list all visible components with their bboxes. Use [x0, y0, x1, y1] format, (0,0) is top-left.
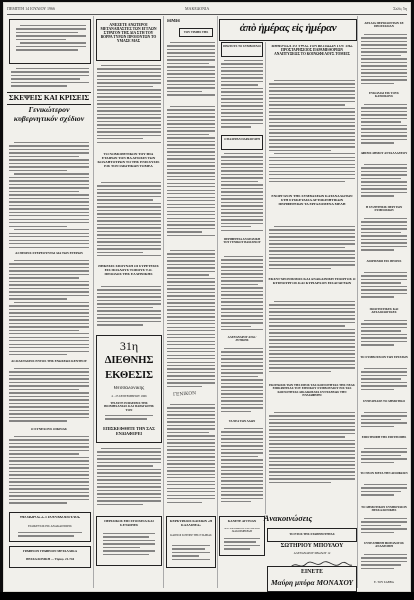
inner-box-head: ΠΡΩΤΟΥΣ ΤΟ ΣΥΜΒΟΥΛΙΟ [223, 45, 261, 48]
fair-small-text [105, 415, 153, 423]
center-advert [166, 516, 216, 568]
article-body [221, 60, 263, 132]
main-article-title: Γενικώτερον κυβερνητικόν σχέδιον [13, 106, 85, 123]
column-rule [217, 16, 218, 588]
dateline: ΗΜΗ [167, 19, 180, 24]
article-body [97, 448, 161, 512]
fair-number: 31η [119, 340, 139, 353]
inner-advert-title: ΚΑΝΕΤΕ ΑΓΓΕΙΑΝ [227, 520, 257, 523]
shop-advert-title: ΠΕΡΙΔΙΚΟΣ ΕΠΙ ΣΤΟΙΧΕΙΑ ΚΑΙ Σ.ΕΤΑΙΡΙΕΣ [104, 520, 154, 527]
top-headline-box [96, 19, 161, 61]
fair-advert [96, 335, 162, 443]
advert-text [18, 532, 82, 540]
beer-advert [267, 566, 357, 592]
right-footer: Ε. ΤΟΥ ΣΑΒΒΑ [374, 581, 394, 584]
right-item-head: ΠΟΛΙΤΙΣΤΙΚΕΣ ΚΑΙ ΑΡΧΑΙΟΛΟΓΙΚΕΣ [369, 308, 399, 315]
article-body [269, 301, 355, 381]
fair-city: Θεσσαλονίκης [113, 386, 145, 391]
advert-subtitle: ΕΙΔΙΚΕΥΣΙΣ ΕΙΣ ΑΝΑΚΑΙΝΙΣΕΙΣ [28, 525, 72, 528]
fair-dates: 4 - 25 ΣΕΠΤΕΜΒΡΙΟΥ 1966 [111, 395, 147, 398]
newspaper-page [3, 2, 411, 592]
right-item-head: ΕΠΙΣΤΡΟΦΗ ΤΗΣ ΕΠΙΤΡΟΠΗΣ [361, 436, 407, 439]
article-body [221, 428, 263, 512]
running-head-date: ΠΕΜΠΤΗ 14 ΙΟΥΛΙΟΥ 1966 [7, 6, 56, 11]
article-body [361, 484, 407, 504]
article-body [97, 65, 161, 149]
article-body [221, 348, 263, 418]
right-item-head: ΤΟ ΝΕΟΝ ΜΕΤΑ ΤΗΝ ΑΠΟΦΑΣΙΝ [360, 472, 408, 475]
right-item-head: Η ΣΥΖΗΤΗΣΙΣ ΠΕΡΙ ΤΩΝ ΣΥΜΠΟΣΙΩΝ [365, 206, 403, 213]
article-body [361, 518, 407, 540]
article-body [269, 226, 355, 276]
feature-banner-box [219, 19, 357, 41]
right-item-head: ΑΦΙΞΙΣ ΔΗΜΟΥ ΑΝΤΑΛΛΑΞΕΟΥ [360, 152, 408, 155]
right-item-head: ΤΟ ΣΥΜΒΟΥΛΙΟΝ ΤΩΝ ΕΡΓΑΤΩΝ [360, 356, 408, 359]
right-item-head: ΑΡΧΑΙΑ ΠΕΡΙΟΔΟΝΤΩΝ ΣΕ ΠΡΟΣΤΑΣΙΑΝ [364, 22, 404, 29]
headline: ΘΗΚΕΣΙΣ ΣΠΟΥΝΔΗ ΟΙ ΣΥΡΕΤΕΣΙΣ ΕΙΣ ΠΟΛΛΟΥΣ ΤΟΠΟΥΣ Τ.Ο. ΠΡΟΟΔΟΣ ΤΗΣ ΕΛΛΗΝΙΚΗΣ [98, 265, 159, 276]
right-item-head: ΣΥΝΕΔΡΙΑΣΕ ΤΟ ΔΗΜΟΤΙΚΟ [363, 400, 405, 403]
article-body [361, 554, 407, 578]
advert-small: ΓΡΑΦΕΙΟΝ ΓΡΑΦΕΙΟΝ ΜΕΤΑΛΛΙΚΑ [22, 550, 78, 553]
column-rule [265, 42, 266, 514]
article-body [221, 256, 263, 334]
running-head-title: ΜΑΚΕΔΟΝΙΑ [185, 6, 210, 11]
article-body [361, 218, 407, 258]
advert-name: ΘΕΟΔΩΡΟΣ Σ. ΓΙΑΝΝΑΚΟΠΟΥΛΟΣ [19, 516, 80, 519]
left-top-box [9, 19, 91, 64]
head-rule [7, 14, 407, 15]
center-advert-sub: ΚΑΠΝΟΙ ΣΟΥΠΕΡ ΤΗΣ ΕΤΑΙΡΙΑΣ [170, 534, 212, 537]
left-top-box-text [16, 25, 86, 61]
article-body [361, 448, 407, 470]
beer-advert-title: ΕΙΝΕΤΕ [301, 569, 323, 575]
notices-box [267, 528, 357, 542]
article-body [361, 164, 407, 204]
advert-sub: ΑΛΕΞΑΝΔΡΟΥ ΣΒΩΛΟΥ 12 [293, 552, 331, 555]
inner-head: ΠΕΡΙΦΕΡΕΙΑ ΑΝΑΤΟΛΙΚΗ ΤΟΥ ΓΕΝΙΚΟΥ ΒΑΣΙΛΕΙΟΥ [223, 238, 261, 245]
right-item-head: ΕΥΚΟΛΙΑΙ ΕΙΣ ΤΟΥΣ ΚΑΤΟΙΚΟΥΣ [368, 92, 400, 99]
article-body [361, 368, 407, 398]
article-body [361, 412, 407, 434]
right-item-head: ΤΟ ΔΗΜΟΤΙΚΟΝ ΣΥΜΒΟΥΛΙΟΝ ΘΕΣΣΑΛΟΝΙΚΗΣ [361, 506, 407, 513]
advert-box-2 [9, 546, 91, 568]
column-rule [93, 16, 94, 588]
sub-headline: Ο ΣΥΝΕΧΟΥΣ ΟΙΚΕΙΑΣ [31, 428, 67, 431]
sub-headline: ΑΙ ΔΙΑΣΤΑΣΕΙΣ ΕΝΤΟΣ ΤΗΣ ΕΝΩΣΕΩΣ ΚΕΝΤΡΟΥ [11, 360, 87, 363]
right-item-head: ΣΥΝΕΛΗΦΘΗ ΦΟΡΟΛΟΓΟΣ ΑΝΑΔΡΟΜΗ [364, 542, 404, 549]
column-rule [357, 16, 358, 588]
inner-head: ΤΑ ΝΕΑ ΤΩΝ ΛΑΩΝ [228, 420, 256, 423]
feature-banner: ἀπὸ ἡμέρας εἰς ἡμέραν [239, 22, 337, 34]
running-head-page: Σελίς 5η [393, 6, 407, 11]
article-body [9, 368, 89, 426]
column-rule [163, 16, 164, 588]
main-article-body [9, 142, 89, 250]
inner-head: ΑΛΕΞΑΝΔΡΟΥ ΑΝΩ / ΔΥΤΙΚΗΣ [227, 336, 257, 343]
headline: ΤΟ ΝΟΜΟΘΕΤΙΚΟΝ ΤΟΥ ΦΙΑ ΕΤΑΙΡΩΝ ΤΟΝ ΗΑ ΑΥΣΙΣΙΝ ΤΩΝ ΚΟΛΛΗΤΟΤΡΩΝ ΤΟ ΤΗΣ ΕΝΙΣΧΥΣΙΣ ΕΙΣ ΤΟΝ ΙΔΙΩΤΙΚΩΝ ΤΟΜΕΑ [97, 153, 160, 168]
article-body [361, 272, 407, 306]
feature-headline-4: ΕΚΠΤΩΣΙΣ ΤΩΝ ΤΗΣ ΠΡΟΣ ΤΑΣ ΚΟΙΝΟΤΗΤΑΣ ΤΗΣ ΝΕΑΣ ΕΠΙΚΡΑΤΕΙΑΣ ΤΟΥ ΕΘΝΙΚΟΥ ΣΥΜΒΟΥΛΙΟΥ ΕΙΣ ΤΑΣ ΚΟΙΝΟΤΗΤΑΣ ΔΙΚΑΙΩΜΑΤΑ ΣΥΝΤΑΞΕΩΣ ΤΗΝ ΕΝΔΙΑΦΕΡΕΙ [269, 384, 355, 398]
center-advert-title: ΚΕΡΚΥΡΑΙΟΣ ΚΑΙΣΙΩΝ «Η ΚΑΛΛΙΘΕΑ» [169, 520, 213, 527]
fair-line-2: ΕΚΘΕΣΙΣ [105, 370, 153, 381]
article-body [361, 320, 407, 354]
advert-name: ΣΩΤΗΡΙΟΥ ΜΠΟΥΛΟΥ [280, 543, 344, 549]
article-body [361, 104, 407, 150]
article-body [97, 286, 161, 330]
column-heading: ΣΚΕΨΕΙΣ ΚΑΙ ΚΡΙΣΕΙΣ [7, 92, 91, 105]
inner-box [221, 135, 263, 150]
inner-advert-sub: ΑΝΤΙΠΡΟΣΩΠΟΣ ΣΧΕΔΙΑ ΚΑΙ ΔΙΑΚΟΣΜΗΣΕΩΝ [224, 528, 260, 533]
shop-advert-text [103, 533, 155, 563]
article-body [167, 42, 215, 102]
article-body [167, 106, 215, 246]
fair-bottom: ΕΠΙΣΚΕΦΘΗΤΕ ΤΗΝ ΣΑΣ ΕΝΔΙΑΦΕΡΕΙ [103, 427, 155, 436]
scan-border [0, 592, 414, 600]
dateline-box-text: ΤΟΥ ΤΙΜΗΣ ΤΗΣ [183, 31, 209, 34]
fair-text: ΤΗ ΑΥΓΕ ΕΠΙΔΕΙΞΙΣ ΤΗΣ ΒΙΟΜΗΧΑΝΙΑΣ ΚΑΙ ΠΑΡΑΓΩΓΗΣ ΤΟΝ [104, 402, 154, 412]
inner-box [221, 42, 263, 57]
inner-box-head: Ο ΒΑΛΕΡΑΝ ΠΑΡΑΛΙΓΑΤΗ [224, 138, 260, 141]
article-body [221, 153, 263, 235]
article-body [97, 182, 161, 262]
advert-box [9, 512, 91, 542]
notices-box-text: ΤΟ ΕΤΟΣ ΤΗΣ ΣΤΑΘΕΡΟΤΗΤΑΣ [289, 533, 335, 536]
inner-advert-text [224, 538, 260, 554]
top-headline: ΑΝΕΞΕΤΕ ΑΝΩΤΕΡΟΙ ΜΕΤΑΝΑΠΑΣΤΕΣ ΤΩΝ ΕΓΓΛΩΝ ΣΤΡΑΤΟΝ ΤΗΣ ΔΙΑ ΣΤΗ ΤΟΥ ΒΟΡΡΑ ΤΥΡΩΝ ΠΡΟΙΟΝΤΩΝ ΤΟ ΥΜΑΣΕ ΜΑΣ [100, 23, 157, 44]
beer-advert-name: Μαύρη μπύρα ΜΟΝΑΧΟΥ [270, 579, 354, 587]
center-advert-text [172, 545, 210, 565]
right-item-head: ΔΙΟΡΙΣΜΟΙ ΕΙΣ ΘΕΣΕΙΣ [366, 260, 402, 263]
article-body [269, 80, 355, 192]
sub-headline: ΑΙ ΘΕΣΕΙΣ ΣΤΕΡΕΟΥΝΤΑΙ ΔΙΑ ΤΩΝ ΕΤΕΡΩΝ [15, 252, 83, 255]
article-body [361, 34, 407, 90]
article-body [167, 250, 215, 400]
shop-advert [96, 516, 162, 566]
article-body [9, 260, 89, 360]
stamp: ΓΕΝΙΚΟΝ [172, 391, 197, 398]
feature-headline-3: ΕΚΣΥΓΧΡΟΝΙΣΜΟΣ ΚΑΙ ΑΝΑΚΑΙΝΙΣΗ ΥΠΟΡΓΟΣ Ο ΚΤΙΡΙΟΥΡΓΟΣ ΚΑΙ ΚΥΡΙΑΡΧΟΝ ΕΙΣΑΓΩΓΕΩΝ [268, 278, 356, 285]
article-body [167, 404, 215, 512]
article-body [269, 412, 355, 492]
feature-headline-1: ΒΑΘΕΡΟΣΑ ΤΟ ΥΨΟΣ ΤΟΝ ΒΕΤΙΩΣΙΝ ΤΟΥ ΤΗΣ ΠΡΟΣΤΑΡΗΣΕΙΟΣ ΠΑΡΑΜΕΘΟΡΙΩΝ ΑΝΑΠΤΥΞΕΩΣ ΤΟ ΚΟΙΝΩΦΕΛΟΥΣ ΤΟΜΕΙΣ [271, 45, 353, 56]
article-body [9, 436, 89, 510]
running-head [7, 6, 407, 12]
left-text-1 [11, 68, 89, 90]
notices-title: Ἀνακοινώσεις [263, 514, 313, 523]
dateline-box [179, 28, 213, 37]
feature-headline-2: ΕΝΟΡΓΙΖΟΝ ΤΗΣ ΣΥΜΒΑΣΕΩΝ ΚΑΤΑΝΑΛΩΤΩΝ ΣΤΗ ΣΥΣΚΕΥΑΣΙΑ ΑΥΤΟΚΙΝΗΤΙΚΩΝ ΠΕΡΙΦΕΡΕΙΩΝ ΤΑ ΕΡΓΑΖΟΜΕΝΑ ΜΕΛΗ [271, 195, 353, 206]
fair-line-1: ΔΙΕΘΝΗΣ [104, 355, 154, 366]
advert-phone: ΘΕΣΣΑΛΟΝΙΚΗ — Τηλέφ. 21-744 [25, 558, 75, 561]
